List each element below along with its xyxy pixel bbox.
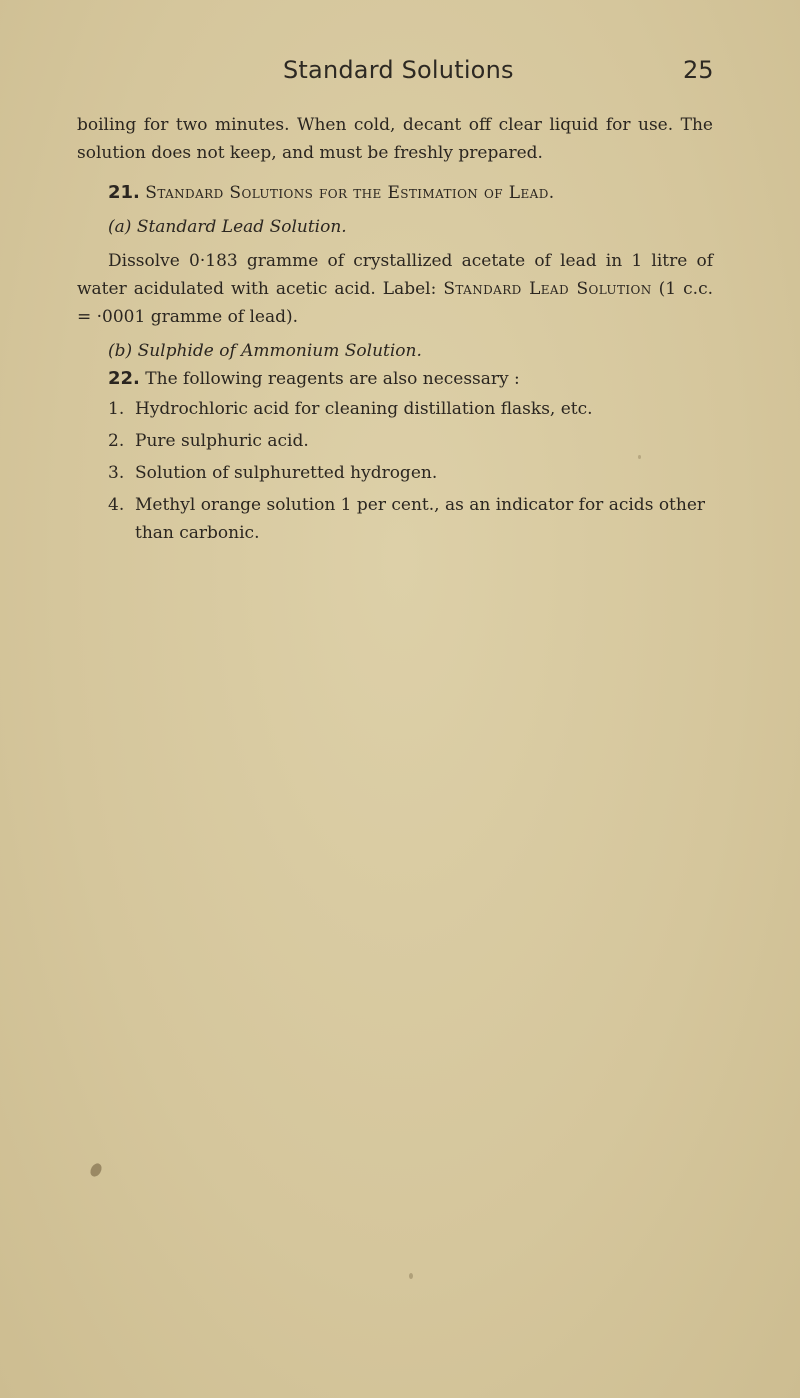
section-21-heading	[77, 179, 713, 207]
intro-paragraph: boiling for two minutes. When cold, decant off clear liquid for use. The solution does not keep, and must be freshly prepared.	[77, 115, 713, 163]
list-item	[77, 395, 713, 423]
running-title: Standard Solutions	[283, 56, 514, 84]
subsection-a-text-before: Dissolve 0·183 gramme of crystallized acetate of lead in 1 litre of water acidulated with acetic acid. Label:	[77, 251, 713, 299]
subsection-a-heading	[77, 213, 713, 241]
list-item-text: Hydrochloric acid for cleaning distillation flasks, etc.	[135, 399, 593, 419]
list-item-text: Solution of sulphuretted hydrogen.	[135, 463, 438, 483]
paper-blemish	[638, 455, 641, 459]
list-item	[77, 491, 713, 547]
section-21-number: 21.	[108, 182, 140, 203]
subsection-a-title: Standard Lead Solution.	[136, 217, 347, 237]
section-22-text: The following reagents are also necessary :	[145, 369, 520, 389]
paper-blemish	[409, 1273, 413, 1279]
list-item-number: 2.	[108, 431, 125, 451]
list-item	[77, 427, 713, 455]
section-22-paragraph	[77, 365, 713, 393]
list-item-text: Methyl orange solution 1 per cent., as an indicator for acids other than carbonic.	[135, 495, 706, 543]
subsection-a-label: (a)	[108, 217, 132, 237]
subsection-b-label: (b)	[108, 341, 133, 361]
list-item-text: Pure sulphuric acid.	[135, 431, 309, 451]
list-item	[77, 459, 713, 487]
list-item-number: 1.	[108, 399, 125, 419]
body-text	[77, 111, 713, 551]
list-item-number: 4.	[108, 495, 125, 515]
paper-blemish	[88, 1161, 104, 1178]
running-head	[0, 56, 800, 90]
section-22-number: 22.	[108, 368, 140, 389]
page-number: 25	[683, 56, 714, 84]
subsection-a-paragraph	[77, 247, 713, 331]
subsection-b-heading	[77, 337, 713, 365]
subsection-a-text-after: (1 c.c. = ·0001 gramme of lead).	[77, 279, 713, 327]
section-21-title: Standard Solutions for the Estimation of Lead.	[145, 183, 555, 203]
reagent-list	[77, 395, 713, 547]
subsection-a-label-text: Standard Lead Solution	[443, 279, 652, 299]
subsection-b-title: Sulphide of Ammonium Solution.	[137, 341, 422, 361]
list-item-number: 3.	[108, 463, 125, 483]
